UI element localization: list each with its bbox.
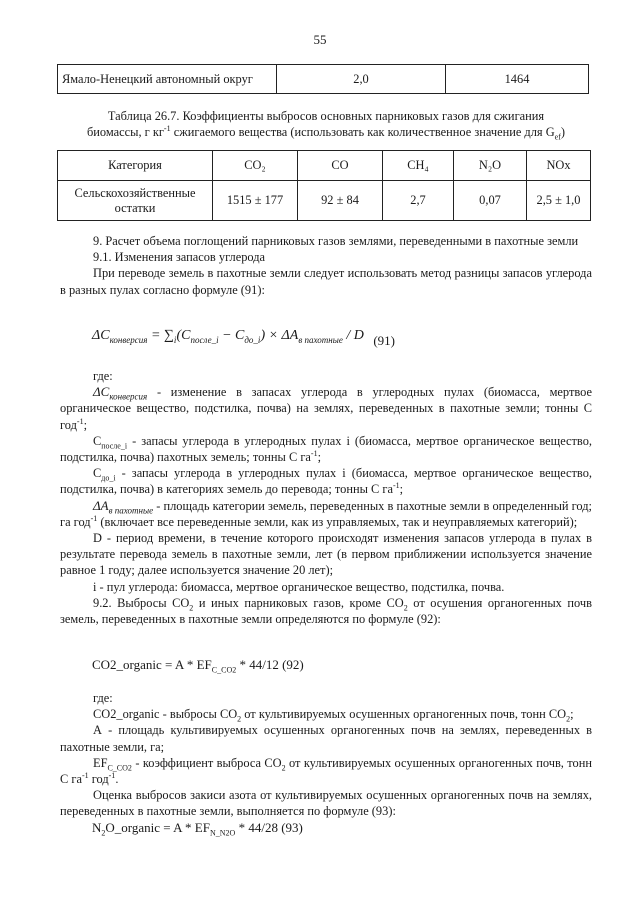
region-cell: Ямало-Ненецкий автономный округ <box>58 65 277 94</box>
formula-92-definitions <box>60 690 592 820</box>
formula-91-definitions <box>60 368 592 627</box>
table-row <box>58 181 591 221</box>
formula-93: $N_2O\_organic = A * EF_{N\_N2O} * 44/28$ (93) <box>92 820 303 838</box>
cell-n2o: 0,07 <box>454 181 527 221</box>
def-i: i - пул углерода: биомасса, мертвое органическое вещество, подстилка, почва. <box>93 579 505 594</box>
section-9-1-intro: При переводе земель в пахотные земли следует использовать метод разницы запасов углерода в разных пулах согласно формуле (91): <box>60 266 592 297</box>
cell-category: Сельскохозяйственные остатки <box>58 181 213 221</box>
cell-co: 92 ± 84 <box>298 181 383 221</box>
def-a: А - площадь культивируемых осушенных органогенных почв на землях, переведенных в пахотные земли, га; <box>60 723 592 754</box>
section-9-2-intro: 9.2. Выбросы $CO_2$ и иных парниковых газов, кроме $CO_2$ от осушения органогенных почв земель, переведенных в пахотные земли определяются по формуле (92): <box>60 595 592 627</box>
caption-line2: биомассы, г $кг^{-1}$ сжигаемого вещества (использовать как количественное значение для $G_{ef}$) <box>86 123 566 142</box>
def-delta-a: $\Delta A_{в пахотные}$ - площадь категории земель, переведенных в пахотные земли в определенный год; га год$^{-1}$ (включает все переведенные земли, как из управляемых, так и неуправляемых категорий); <box>60 497 593 529</box>
page-number: 55 <box>313 32 327 47</box>
caption-line1: Таблица 26.7. Коэффициенты выбросов основных парниковых газов для сжигания <box>107 109 545 123</box>
cell-co2: 1515 ± 177 <box>213 181 298 221</box>
where-label-2: где: <box>93 691 113 705</box>
formula-91-number: (91) <box>373 333 395 348</box>
value2-cell: 1464 <box>446 65 589 94</box>
value1-cell: 2,0 <box>277 65 446 94</box>
header-n2o: N₂O <box>454 151 527 181</box>
def-co2-organic: CO2_organic - выбросы $CO_2$ от культивируемых осушенных органогенных почв, тонн $CO_2$; <box>93 707 574 724</box>
table-caption <box>60 108 592 140</box>
def-c-after: $C_{после\_i}$ - запасы углерода в углеродных пулах i (биомасса, мертвое органическое вещество, подстилка, почва) пахотных земель; тонны С $га^{-1}$; <box>60 433 592 465</box>
def-c-before: $C_{до\_i}$ - запасы углерода в углеродных пулах i (биомасса, мертвое органическое вещество, подстилка, почва) в категориях земель до перевода; тонны С $га^{-1}$; <box>60 466 592 497</box>
top-table <box>57 64 589 94</box>
header-co2: CO₂ <box>213 151 298 181</box>
emission-factor-table <box>57 150 591 221</box>
def-ef: $EF_{C\_CO2}$ - коэффициент выброса $CO_2$ от культивируемых осушенных органогенных почв, тонн С $га^{-1}$ год$^{-1}$. <box>60 755 592 787</box>
header-category: Категория <box>58 151 213 181</box>
def-delta-c: $\Delta C_{конверсия}$ - изменение в запасах углерода в углеродных пулах (биомасса, мертвое органическое вещество, подстилка, почва) на землях, переведенных в пахотные земли; тонны С год$^{-1}$; <box>60 384 592 432</box>
cell-ch4: 2,7 <box>383 181 454 221</box>
where-label: где: <box>93 369 113 383</box>
formula-91: $\Delta C_{конверсия} = \sum_i(C_{после\_i} - C_{до\_i}) \times \Delta A_{в пахотные} / D$ (91) <box>92 328 395 348</box>
formula-92: CO2_organic = A * $EF_{C\_CO2} * 44/12$ (92) <box>92 657 304 675</box>
section-9-1-heading: 9.1. Изменения запасов углерода <box>93 250 266 265</box>
n2o-intro: Оценка выбросов закиси азота от культивируемых осушенных органогенных почв на землях, переведенных в пахотные земли, выполняется по формуле (93): <box>60 788 592 819</box>
def-d: D - период времени, в течение которого происходят изменения запасов углерода в пулах в результате перевода земель в пахотные земли, лет (в первом приближении используется значение равное 1 году; далее используется значение 20 лет); <box>60 531 592 578</box>
section-9-heading: 9. Расчет объема поглощений парниковых газов землями, переведенными в пахотные земли <box>93 234 579 248</box>
header-co: CO <box>298 151 383 181</box>
header-ch4: CH₄ <box>383 151 454 181</box>
cell-nox: 2,5 ± 1,0 <box>527 181 591 221</box>
section-9 <box>60 233 592 298</box>
table-header-row <box>58 151 591 181</box>
header-nox: NOx <box>527 151 591 181</box>
